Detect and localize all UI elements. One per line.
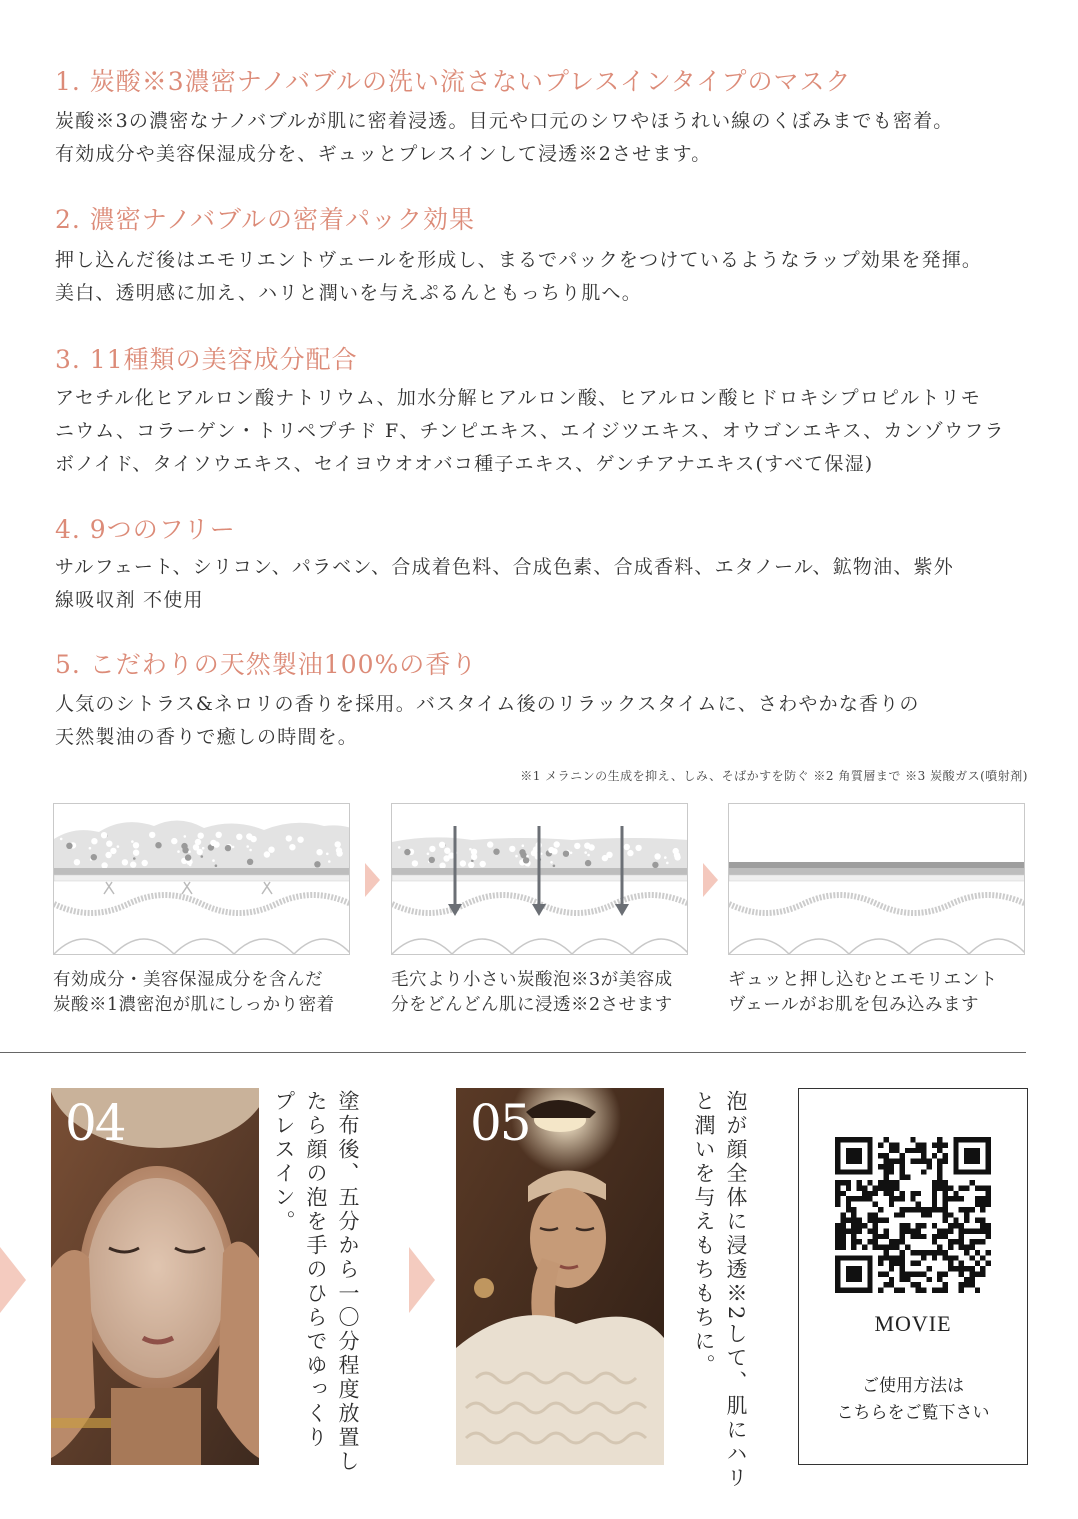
skin-diagram-2 [392, 804, 688, 955]
diagram-foam-penetrate [391, 803, 688, 955]
skin-diagram-1 [54, 804, 350, 955]
section-5-line: 天然製油の香りで癒しの時間を。 [55, 726, 359, 748]
section-4-line: 線吸収剤 不使用 [55, 589, 204, 611]
diagram-3-caption [728, 968, 998, 1018]
step-text-line: プレスイン。 [272, 1090, 296, 1234]
flow-arrow-icon [365, 863, 380, 897]
section-1-title: 1. 炭酸※3濃密ナノバブルの洗い流さないプレスインタイプのマスク [55, 67, 852, 96]
section-3-line: アセチル化ヒアルロン酸ナトリウム、加水分解ヒアルロン酸、ヒアルロン酸ヒドロキシプロピルトリモ [55, 387, 981, 409]
section-4-body [55, 551, 1040, 617]
qr-movie-box[interactable] [798, 1088, 1028, 1465]
step-text-line: 泡が顔全体に浸透※2して、肌にハリ [724, 1090, 748, 1491]
step-arrow-icon [0, 1247, 26, 1313]
diagram-foam-adhere [53, 803, 350, 955]
section-3-line: ニウム、コラーゲン・トリペプチド F、チンピエキス、エイジツエキス、オウゴンエキス、カンゾウフラ [55, 420, 1005, 442]
movie-label: MOVIE [874, 1311, 952, 1336]
section-2-body [55, 244, 1040, 310]
section-3-line: ボノイド、タイソウエキス、セイヨウオオバコ種子エキス、ゲンチアナエキス(すべて保湿) [55, 453, 874, 475]
section-3-body [55, 382, 1040, 481]
step-05-photo [456, 1088, 664, 1465]
divider [0, 1052, 1026, 1053]
step-number: 04 [65, 1094, 125, 1152]
footnote: ※1 メラニンの生成を抑え、しみ、そばかすを防ぐ ※2 角質層まで ※3 炭酸ガス(噴射剤) [520, 769, 1028, 783]
step-text-line: たら顔の泡を手のひらでゆっくり [304, 1090, 328, 1450]
step-arrow-icon [409, 1247, 435, 1313]
diagram-2-caption [391, 968, 673, 1018]
diagram-emollient-veil [728, 803, 1025, 955]
qr-caption [799, 1373, 1027, 1427]
qr-code-icon[interactable] [835, 1137, 991, 1293]
caption-line: 分をどんどん肌に浸透※2させます [391, 995, 673, 1015]
step-number: 05 [470, 1094, 530, 1152]
section-1-line: 有効成分や美容保湿成分を、ギュッとプレスインして浸透※2させます。 [55, 143, 712, 165]
step-text-line: 塗布後、五分から一〇分程度放置し [336, 1090, 360, 1474]
section-1-body [55, 105, 1040, 171]
section-2-title: 2. 濃密ナノバブルの密着パック効果 [55, 205, 476, 234]
section-5-title: 5. こだわりの天然製油100%の香り [55, 650, 478, 679]
section-4-line: サルフェート、シリコン、パラベン、合成着色料、合成色素、合成香料、エタノール、鉱物油、紫外 [55, 556, 954, 578]
section-5-body [55, 688, 1040, 754]
section-2-line: 押し込んだ後はエモリエントヴェールを形成し、まるでパックをつけているようなラップ効果を発揮。 [55, 249, 983, 271]
section-5-line: 人気のシトラス&ネロリの香りを採用。バスタイム後のリラックスタイムに、さわやかな香りの [55, 693, 920, 715]
step-05-text [688, 1090, 752, 1490]
caption-line: ギュッと押し込むとエモリエント [728, 970, 998, 990]
diagram-1-caption [53, 968, 335, 1018]
step-04-text [268, 1090, 364, 1474]
step-text-line: と潤いを与えもちもちに。 [692, 1090, 716, 1378]
caption-line: 有効成分・美容保湿成分を含んだ [53, 970, 323, 990]
flow-arrow-icon [703, 863, 718, 897]
skin-diagram-3 [729, 804, 1025, 955]
qr-caption-line: ご使用方法は [862, 1376, 964, 1396]
section-1-line: 炭酸※3の濃密なナノバブルが肌に密着浸透。目元や口元のシワやほうれい線のくぼみまでも密着。 [55, 110, 954, 132]
section-4-title: 4. 9つのフリー [55, 515, 236, 544]
caption-line: 毛穴より小さい炭酸泡※3が美容成 [391, 970, 673, 990]
caption-line: ヴェールがお肌を包み込みます [728, 995, 979, 1015]
caption-line: 炭酸※1濃密泡が肌にしっかり密着 [53, 995, 335, 1015]
qr-caption-line: こちらをご覧下さい [836, 1403, 990, 1423]
section-3-title: 3. 11種類の美容成分配合 [55, 345, 358, 374]
step-04-photo [51, 1088, 259, 1465]
section-2-line: 美白、透明感に加え、ハリと潤いを与えぷるんともっちり肌へ。 [55, 282, 642, 304]
